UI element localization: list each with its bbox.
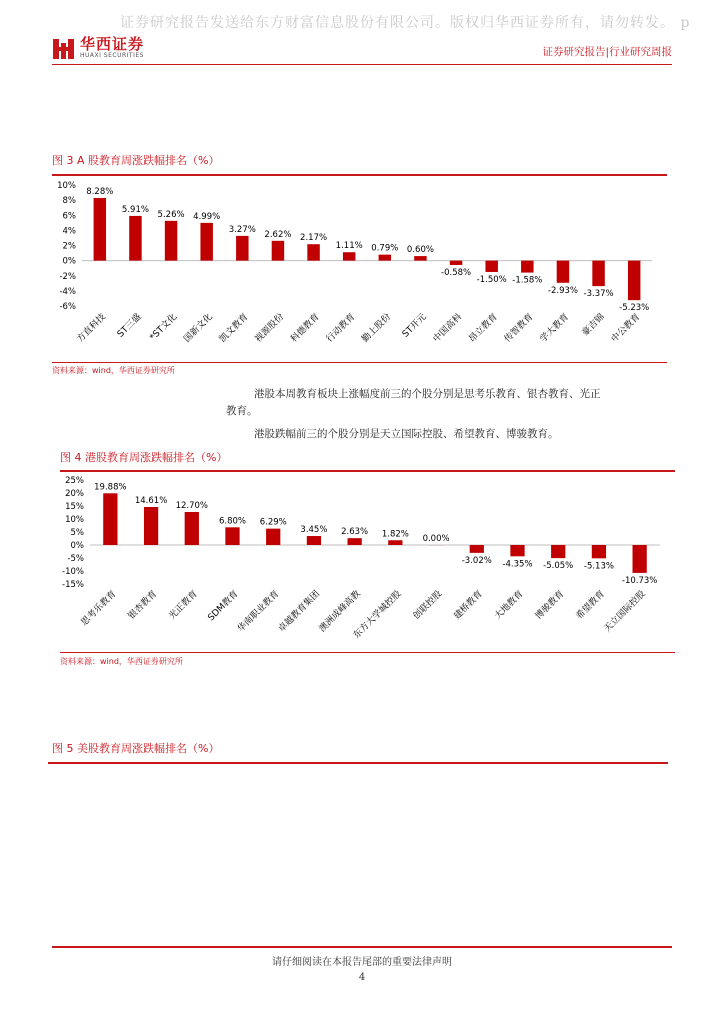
y-tick-label: 2% [62,241,76,252]
y-tick-label: 10% [57,181,76,191]
data-label: 8.28% [86,187,114,198]
category-label: 澳洲成峰高教 [317,589,363,635]
footer-disclaimer: 请仔细阅读在本报告尾部的重要法律声明 [272,957,452,968]
bar [557,261,569,283]
y-tick-label: -15% [62,580,84,590]
bar [348,538,362,545]
bar [379,255,391,261]
category-label: 国新文化 [182,312,215,345]
category-label: 博骏教育 [533,589,567,622]
data-label: -1.58% [512,275,543,286]
data-label: -4.35% [502,559,533,570]
figure4-title: 图 4 港股教育周涨跌幅排名（%） [60,451,228,464]
watermark-text: 证券研究报告发送给东方财富信息股份有限公司。版权归华西证券所有，请勿转发。 p [120,15,691,31]
category-label: 科德教育 [289,312,322,345]
bar [521,261,533,273]
bar [388,540,402,545]
data-label: 2.62% [264,229,292,240]
bar [510,545,524,556]
data-label: 5.26% [157,209,185,220]
bar [628,261,640,301]
figure3-source: 资料来源：wind，华西证券研究所 [52,366,175,375]
category-label: 方直科技 [75,312,108,345]
bar [165,221,177,261]
y-tick-label: 20% [65,489,84,499]
bar [592,261,604,286]
paragraph-2: 港股跌幅前三的个股分别是天立国际控股、希望教育、博骏教育。 [254,428,559,440]
bar [343,252,355,260]
category-label: 希望教育 [574,589,608,622]
bar [225,527,239,545]
category-label: 中国高科 [431,312,465,345]
data-label: 4.99% [193,211,221,222]
paragraph-1-line-2: 教育。 [226,405,258,417]
category-label: 行动教育 [324,312,358,345]
y-tick-label: 6% [62,211,76,222]
data-label: 19.88% [94,482,127,493]
y-tick-label: -6% [59,302,76,312]
y-tick-label: 10% [65,515,84,525]
y-tick-label: 4% [62,226,76,237]
data-label: -5.05% [543,561,574,572]
y-tick-label: -4% [59,286,76,297]
bar [144,507,158,545]
data-label: 12.70% [175,500,208,511]
figure3-title: 图 3 A 股教育周涨跌幅排名（%） [52,154,220,167]
bar [470,545,484,553]
category-label: 卓越教育集团 [276,589,323,635]
figure4-bottom-rule [60,652,675,653]
data-label: 3.27% [228,224,256,235]
data-label: -2.93% [547,285,578,296]
data-label: -3.02% [461,555,492,566]
bar [272,241,284,261]
data-label: 0.60% [406,245,434,256]
data-label: 3.45% [300,525,328,536]
category-label: *ST文化 [148,312,180,343]
y-tick-label: 0% [70,541,84,551]
y-tick-label: -5% [67,554,84,564]
bar [103,493,117,545]
data-label: -0.58% [441,268,472,279]
y-tick-label: 5% [70,528,84,538]
logo-chinese-name: 华西证券 [80,35,145,53]
data-label: -1.50% [476,274,507,285]
data-label: 6.80% [218,516,247,527]
category-label: 建桥教育 [452,589,485,622]
category-label: 思考乐教育 [79,589,119,628]
data-label: 6.29% [259,517,287,528]
bar [307,244,319,260]
bar [200,223,212,261]
y-tick-label: 8% [62,196,76,207]
paragraph-1-line-1: 港股本周教育板块上涨幅度前三的个股分别是思考乐教育、银杏教育、光正 [254,388,601,400]
bar [485,261,497,272]
logo-english-name: HUAXI SECURITIES [80,52,144,59]
category-label: 银杏教育 [126,589,160,622]
category-label: 光正教育 [167,589,200,622]
data-label: -10.73% [621,575,658,586]
figure5-top-rule [48,762,668,764]
data-label: -5.23% [619,303,650,314]
category-label: 视源股份 [253,312,287,345]
category-label: 学大教育 [538,312,572,345]
figure3-chart [52,176,667,362]
category-label: 豪吉锦 [580,312,607,339]
y-tick-label: 25% [65,476,84,486]
data-label: -5.13% [583,561,614,572]
report-type-label: 证券研究报告|行业研究周报 [542,46,672,58]
bar [414,256,426,261]
category-label: SDM教育 [206,589,241,624]
bar [236,236,248,261]
figure5-title: 图 5 美股教育周涨跌幅排名（%） [52,742,220,755]
y-tick-label: 15% [65,502,84,512]
bar [185,512,199,545]
data-label: 2.17% [300,233,328,244]
category-label: 勤上股份 [360,312,393,345]
category-label: ST开元 [400,312,429,340]
data-label: 1.82% [381,529,409,540]
bar [129,216,141,261]
category-label: 华南职业教育 [236,589,282,635]
data-label: 1.11% [335,241,363,252]
footer-divider [52,946,672,948]
bar [307,536,321,545]
bar [450,261,462,265]
category-label: 中公教育 [609,312,643,345]
data-label: -3.37% [583,289,614,300]
data-label: 14.61% [134,496,168,507]
data-label: 2.63% [341,527,369,538]
figure4-chart [60,472,675,652]
figure4-source: 资料来源：wind，华西证券研究所 [60,657,183,666]
data-label: 0.00% [422,534,450,544]
category-label: 东方大学城控股 [351,589,404,641]
y-tick-label: -2% [59,271,76,282]
figure3-bottom-rule [52,362,667,363]
category-label: ST三盛 [115,312,144,340]
category-label: 大地教育 [493,589,526,622]
category-label: 凯文教育 [217,312,251,345]
data-label: 5.91% [121,204,149,215]
page-number: 4 [358,972,366,983]
category-label: 创联控股 [411,589,445,622]
bar [633,545,647,573]
bar [592,545,606,558]
bar [94,198,106,261]
huaxi-logo-icon [52,37,76,61]
y-tick-label: 0% [62,256,76,267]
bar [551,545,565,558]
category-label: 天立国际控股 [602,589,648,635]
data-label: 0.79% [371,243,399,254]
bar [266,529,280,545]
category-label: 传智教育 [502,312,536,345]
category-label: 昂立教育 [467,312,500,345]
y-tick-label: -10% [62,567,84,577]
header-divider [52,64,672,65]
